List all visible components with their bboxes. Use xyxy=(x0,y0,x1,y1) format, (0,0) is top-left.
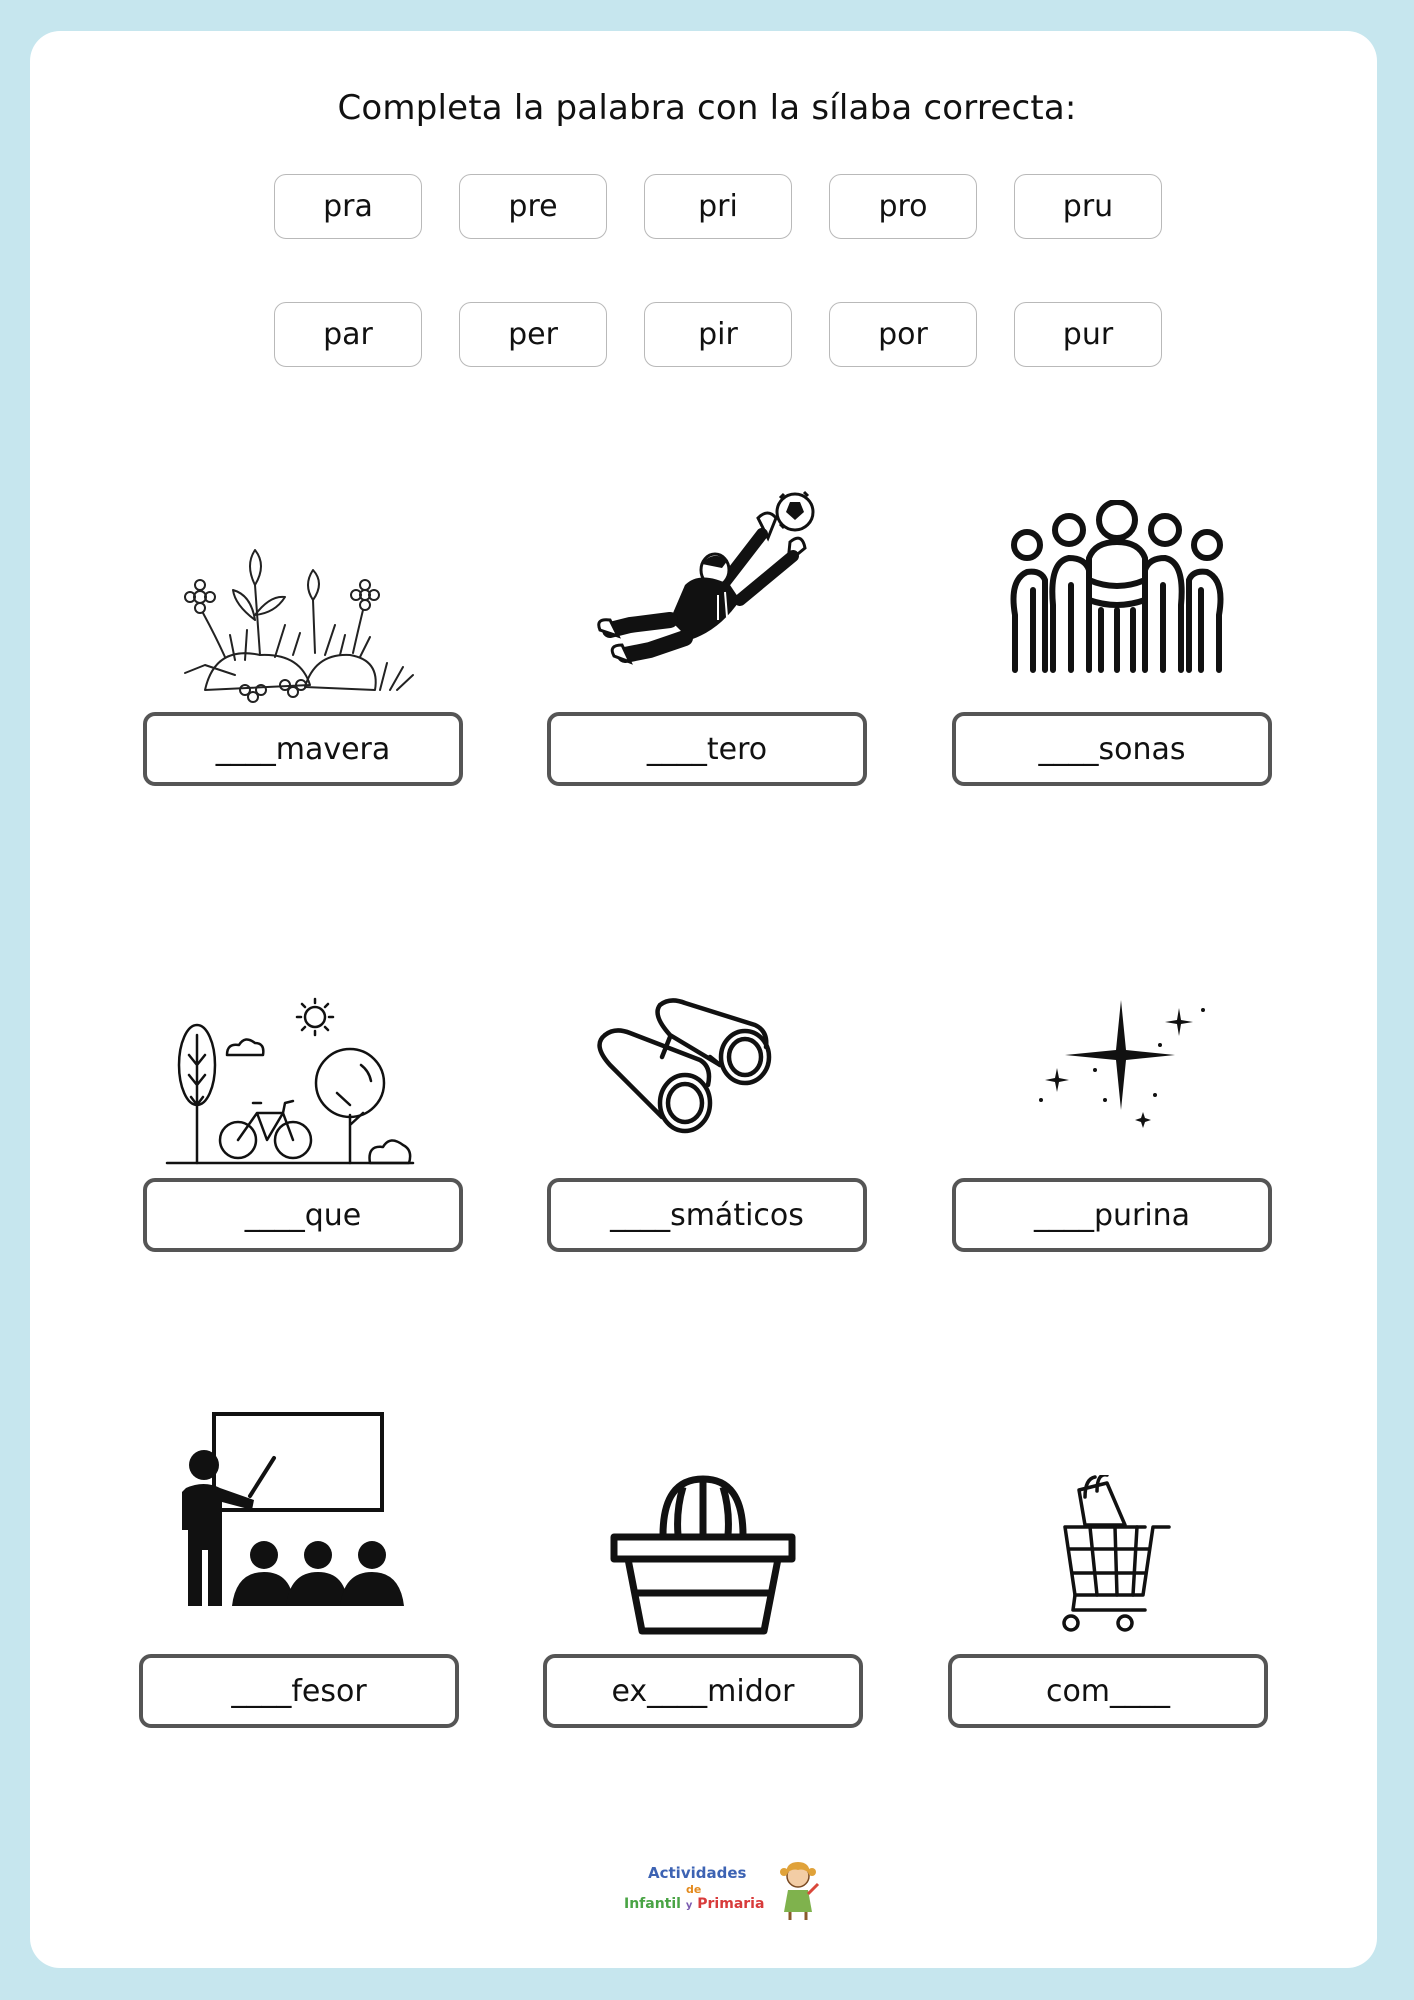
spring-flowers-icon xyxy=(175,525,415,710)
syllable-por: por xyxy=(829,302,977,367)
logo-line-infantil-primaria xyxy=(624,1896,764,1912)
word-box-9[interactable]: com____ xyxy=(948,1654,1268,1728)
worksheet-title: Completa la palabra con la sílaba correcta: xyxy=(337,88,1077,128)
shopping-cart-icon xyxy=(1045,1475,1175,1635)
park-icon xyxy=(165,995,415,1165)
group-of-people-icon xyxy=(1005,500,1230,675)
girl-mascot-icon xyxy=(778,1860,820,1922)
logo-line-de: de xyxy=(686,1883,702,1896)
word-box-2[interactable]: ____tero xyxy=(547,712,867,786)
word-box-8[interactable]: ex____midor xyxy=(543,1654,863,1728)
goalkeeper-icon xyxy=(590,490,830,675)
word-box-4[interactable]: ____que xyxy=(143,1178,463,1252)
brand-logo xyxy=(620,1858,820,1924)
juicer-icon xyxy=(608,1475,798,1635)
syllable-pro: pro xyxy=(829,174,977,239)
syllable-pir: pir xyxy=(644,302,792,367)
word-box-6[interactable]: ____purina xyxy=(952,1178,1272,1252)
logo-word-y: y xyxy=(685,1900,693,1911)
word-box-1[interactable]: ____mavera xyxy=(143,712,463,786)
glitter-icon xyxy=(1035,1000,1210,1130)
word-box-5[interactable]: ____smáticos xyxy=(547,1178,867,1252)
syllable-par: par xyxy=(274,302,422,367)
syllable-per: per xyxy=(459,302,607,367)
syllable-pre: pre xyxy=(459,174,607,239)
logo-word-primaria: Primaria xyxy=(697,1896,765,1912)
syllable-pri: pri xyxy=(644,174,792,239)
teacher-icon xyxy=(172,1410,412,1610)
binoculars-icon xyxy=(590,995,775,1140)
syllable-pra: pra xyxy=(274,174,422,239)
logo-line-actividades: Actividades xyxy=(648,1864,747,1882)
logo-word-infantil: Infantil xyxy=(624,1896,681,1912)
word-box-7[interactable]: ____fesor xyxy=(139,1654,459,1728)
word-box-3[interactable]: ____sonas xyxy=(952,712,1272,786)
syllable-pur: pur xyxy=(1014,302,1162,367)
syllable-pru: pru xyxy=(1014,174,1162,239)
